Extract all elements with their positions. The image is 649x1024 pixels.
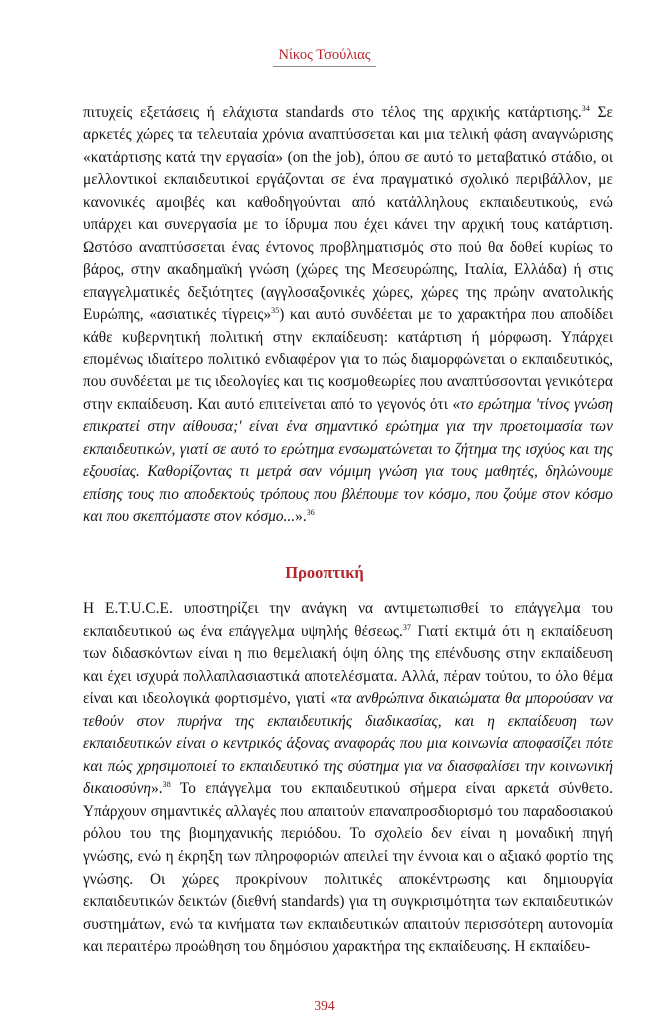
paragraph-one-text-3: ) και αυτό συνδέεται με το χαρακτήρα που αποδίδει κάθε κυβερνητική πολιτική στην εκπαίδευση: κατάρτιση ή μόρφωση. Υπάρχει επομένως ιδιαίτερο πολιτικό ενδιαφέρον για το πώς διαμορφώνεται ο εκπαιδευτικός, που συνδέεται με τις ιδεολογίες και τις κοσμοθεωρίες που αναπτύσσονται γενικότερα στην εκπαίδευση. Και αυτό επιτείνεται από το γεγονός ότι «	[83, 306, 614, 413]
footnote-ref-34: 34	[581, 103, 590, 113]
paragraph-two-block	[83, 598, 613, 959]
paragraph-two-text-5: Το επάγγελμα του εκπαιδευτικού σήμερα είναι αρκετά σύνθετο. Υπάρχουν σημαντικές αλλαγές που απαιτούν επαναπροσδιορισμό του παραδοσιακού ρόλου του της βιομηχανικής περιόδου. Το σχολείο δεν είναι η μοναδική πηγή γνώσης, ενώ η έκρηξη των πληροφοριών απειλεί την έννοια και ο αξιακό φορτίο της γνώσης. Οι χώρες προκρίνουν πολιτικές αποκέντρωσης και δημιουργία εκπαιδευτικών δεικτών (διεθνή standards) για τη συγκρισιμότητα των εκπαιδευτικών συστημάτων, ενώ τα κινήματα των εκπαιδευτικών απαιτούν περισσότερη αυτονομία και περαιτέρω προώθηση του δημόσιου χαρακτήρα της εκπαίδευσης. Η εκπαίδευ-	[83, 780, 613, 956]
section-heading: Προοπτική	[285, 563, 364, 582]
paragraph-two-quote: τα ανθρώπινα δικαιώματα θα μπορούσαν να τεθούν στον πυρήνα της εκπαιδευτικής διαδικασίας, και η εκπαίδευση των εκπαιδευτικών είναι ο κεντρικός άξονας αναφοράς που μια κοινωνία αποφασίζει πότε και πώς χρησιμοποιεί το εκπαιδευτικό της σύστημα για να διασφαλίσει την κοινωνική δικαιοσύνη	[83, 690, 614, 798]
paragraph-two	[83, 598, 613, 959]
footnote-ref-35: 35	[271, 305, 280, 315]
paragraph-one-block	[83, 102, 613, 529]
running-header	[0, 47, 649, 67]
paragraph-one	[83, 102, 613, 529]
page-number: 394	[314, 998, 335, 1013]
paragraph-two-text-4: ».	[151, 780, 163, 798]
paragraph-one-text-1: πιτυχείς εξετάσεις ή ελάχιστα standards στο τέλος της αρχικής κατάρτισης.	[83, 104, 582, 121]
footnote-ref-36: 36	[306, 508, 315, 518]
footnote-ref-37: 37	[402, 622, 412, 632]
footnote-ref-38: 38	[162, 780, 171, 790]
paragraph-one-text-2: Σε αρκετές χώρες τα τελευταία χρόνια αναπτύσσεται και μια τελική φάση αναγνώρισης «κατάρτισης κατά την εργασία» (on the job), όπου σε αυτό το μεταβατικό στάδιο, οι μελλοντικοί εκπαιδευτικοί εργάζονται σε ένα πραγματικό σχολικό περιβάλλον, με κανονικές αμοιβές και καθοδηγούνται από κατάλληλους εκπαιδευτικούς, ενώ υπάρχει και συνεργασία με το ίδρυμα που έχει κάνει την αρχική τους κατάρτιση. Ωστόσο αναπτύσσεται ένας έντονος προβληματισμός στο πού θα δοθεί κυρίως το βάρος, στην ακαδημαϊκή γνώση (χώρες της Μεσευρώπης, Ιταλία, Ελλάδα) ή στις επαγγελματικές δεξιότητες (αγγλοσαξονικές χώρες, χώρες της πρώην ανατολικής Ευρώπης, «ασιατικές τίγρεις»	[83, 104, 613, 324]
author-name: Νίκος Τσούλιας	[273, 47, 377, 67]
paragraph-one-quote: το ερώτημα 'τίνος γνώση επικρατεί στην αίθουσα;' είναι ένα σημαντικό ερώτημα για την προετοιμασία των εκπαιδευτικών, γιατί σε αυτό το ερώτημα ενσωματώνεται το ζήτημα της ισχύος και της εξουσίας. Καθορίζοντας τι μετρά σαν νόμιμη γνώση για τους μαθητές, δηλώνουμε επίσης τους πιο αποδεκτούς τρόπους που βλέπουμε τον κόσμο, που ζούμε στον κόσμο και που σκεπτόμαστε στον κόσμο...	[83, 395, 614, 526]
paragraph-one-text-5: ».	[295, 508, 307, 526]
paragraph-two-text-1: Η E.T.U.C.E. υποστηρίζει την ανάγκη να αντιμετωπισθεί το επάγγελμα του εκπαιδευτικού ως ένα επάγγελμα υψηλής θέσεως.	[83, 600, 613, 640]
paragraph-two-text-2: Γιατί εκτιμά ότι η εκπαίδευση των διδασκόντων είναι η πιο θεμελιακή όψη όλης της επένδυσης στην εκπαίδευση και έχει ισχυρά πολλαπλασιαστικά αποτελέσματα. Αλλά, πέραν τούτου, το όλο θέμα είναι και ιδεολογικά φορτισμένο, γιατί «	[83, 622, 613, 708]
